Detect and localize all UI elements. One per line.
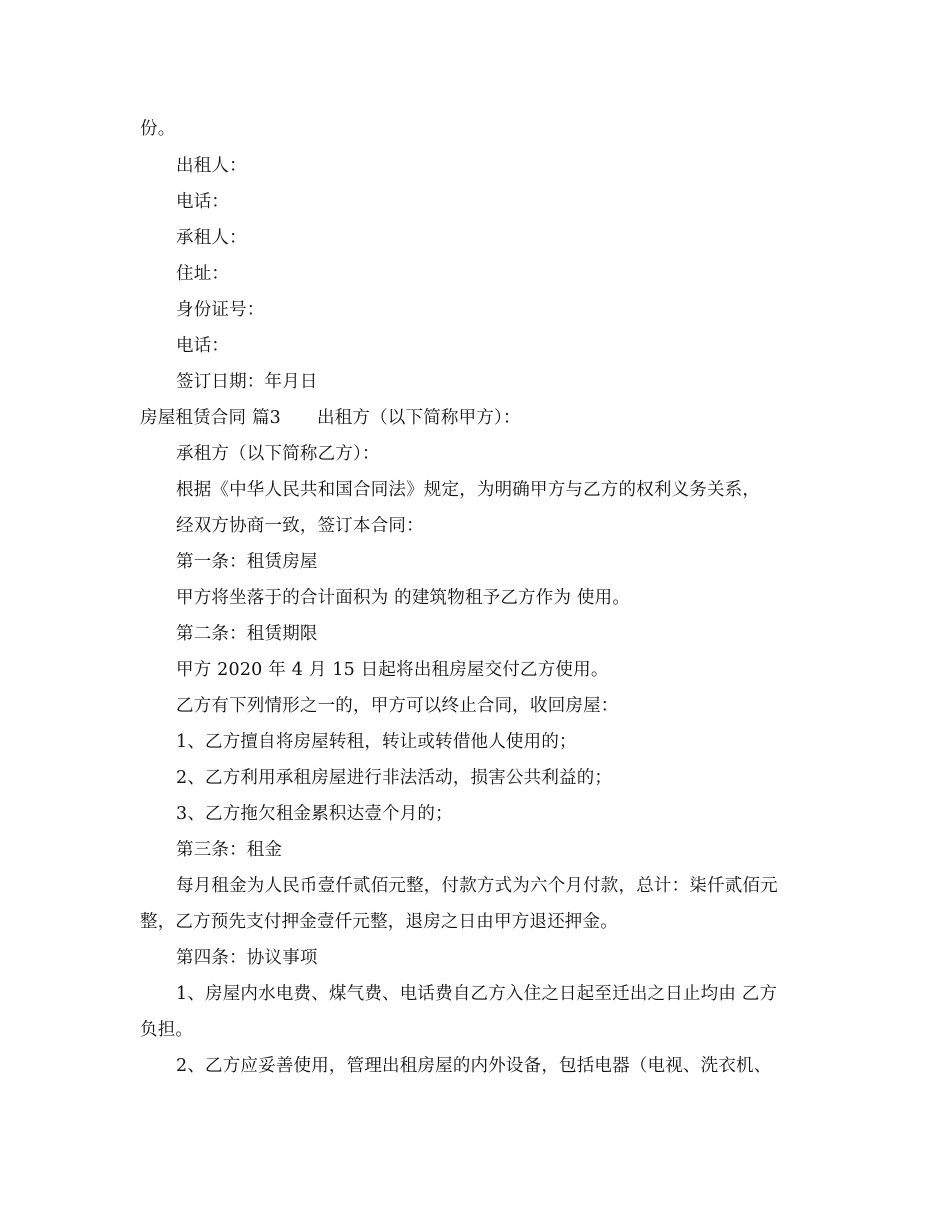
text-line: 乙方有下列情形之一的，甲方可以终止合同，收回房屋： <box>176 696 619 716</box>
lessee-party: 承租方（以下简称乙方）： <box>176 444 380 464</box>
list-item: 3、乙方拖欠租金累积达壹个月的； <box>176 804 453 824</box>
contract-heading-line <box>140 406 820 430</box>
address-label: 住址： <box>176 264 230 284</box>
text-line: 每月租金为人民币壹仟贰佰元整，付款方式为六个月付款，总计：柒仟贰佰元 <box>176 876 778 896</box>
list-item: 1、乙方擅自将房屋转租，转让或转借他人使用的； <box>176 732 577 752</box>
text-line: 份。 <box>140 119 176 139</box>
phone-label-2: 电话： <box>176 336 230 356</box>
text-line: 经双方协商一致，签订本合同： <box>176 516 424 536</box>
list-item: 1、房屋内水电费、煤气费、电话费自乙方入住之日起至迁出之日止均由 乙方 <box>176 984 778 1004</box>
article-heading: 第四条：协议事项 <box>176 948 318 968</box>
text-line: 整，乙方预先支付押金壹仟元整，退房之日由甲方退还押金。 <box>140 912 618 932</box>
id-number-label: 身份证号： <box>176 300 265 320</box>
lessee-label: 承租人： <box>176 228 247 248</box>
text-line: 甲方将坐落于的合计面积为 的建筑物租予乙方作为 使用。 <box>176 588 631 608</box>
lessor-label: 出租人： <box>176 156 247 176</box>
sign-date-label: 签订日期：年月日 <box>176 372 318 392</box>
text-line: 甲方 2020 年 4 月 15 日起将出租房屋交付乙方使用。 <box>176 660 609 680</box>
phone-label: 电话： <box>176 192 230 212</box>
text-line: 根据《中华人民共和国合同法》规定，为明确甲方与乙方的权利义务关系， <box>176 480 761 500</box>
text-line: 负担。 <box>140 1020 194 1040</box>
article-heading: 第一条：租赁房屋 <box>176 552 318 572</box>
list-item: 2、乙方应妥善使用，管理出租房屋的内外设备，包括电器（电视、洗衣机、 <box>176 1056 772 1076</box>
contract-title: 房屋租赁合同 篇3 <box>140 408 281 428</box>
article-heading: 第三条：租金 <box>176 840 283 860</box>
lessor-party: 出租方（以下简称甲方）： <box>317 408 521 428</box>
list-item: 2、乙方利用承租房屋进行非法活动，损害公共利益的； <box>176 768 613 788</box>
article-heading: 第二条：租赁期限 <box>176 624 318 644</box>
